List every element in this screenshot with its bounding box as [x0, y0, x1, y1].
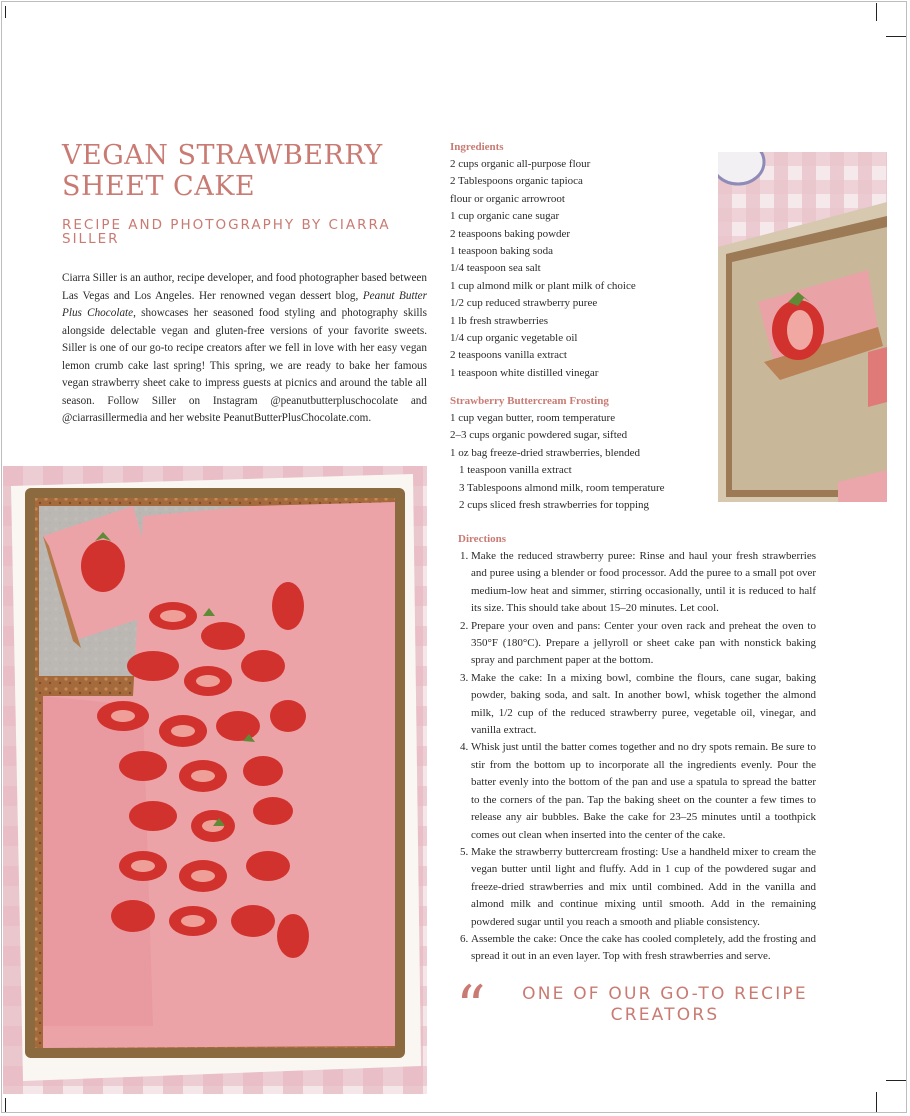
ingredients-heading: Ingredients — [450, 141, 504, 153]
direction-step: 6. Assemble the cake: Once the cake has cooled completely, add the frosting and spread it out in an even layer. Top with fresh strawberries and serve. — [471, 931, 816, 966]
sheet-cake-illustration — [3, 466, 427, 1094]
list-item: 1 lb fresh strawberries — [450, 314, 549, 327]
cake-slice-photo — [718, 152, 887, 502]
crop-mark — [876, 3, 877, 21]
ingredients-list — [450, 156, 720, 382]
list-item: 1/4 teaspoon sea salt — [450, 262, 541, 275]
list-item: 2 teaspoons baking powder — [450, 227, 571, 240]
list-item: 1 oz bag freeze-dried strawberries, blended — [450, 446, 640, 459]
cake-slice-illustration — [718, 152, 887, 502]
list-item: 1 cup organic cane sugar — [450, 210, 560, 223]
list-item: 1 teaspoon baking soda — [450, 245, 553, 258]
article-title: VEGAN STRAWBERRY SHEET CAKE — [62, 140, 383, 202]
list-item: 1 teaspoon white distilled vinegar — [450, 366, 599, 379]
directions-section — [458, 533, 816, 966]
list-item: 1 cup almond milk or plant milk of choice — [450, 279, 636, 292]
frosting-section — [450, 395, 720, 514]
sheet-cake-photo — [3, 466, 427, 1094]
intro-paragraph — [62, 270, 427, 428]
directions-heading: Directions — [458, 533, 507, 545]
direction-step: 1. Make the reduced strawberry puree: Rinse and haul your fresh strawberries and puree using a blender or food processor. Add the puree to a small pot over medium-low heat and simmer, stirring occasionally, until it is reduced to half its size. This should take about 15–20 minutes. Let cool. — [471, 548, 816, 618]
ingredients-section — [450, 141, 720, 382]
list-item: 2 cups sliced fresh strawberries for topping — [459, 499, 650, 512]
list-item: 2 Tablespoons organic tapioca — [450, 175, 583, 188]
directions-list — [458, 548, 816, 966]
pull-quote: ONE OF OUR GO-TO RECIPE CREATORS — [522, 984, 808, 1025]
blog-name: Peanut Butter Plus Chocolate — [62, 289, 428, 319]
list-item: 2 teaspoons vanilla extract — [450, 349, 567, 362]
intro-text: Ciarra Siller is an author, recipe developer, and food photographer based between Las Vegas and Los Angeles. Her renowned vegan dessert blog, — [62, 272, 427, 302]
crop-mark — [886, 1080, 906, 1081]
direction-step: 4. Whisk just until the batter comes together and no dry spots remain. Be sure to stir from the bottom up to incorporate all the ingredients evenly. Pour the batter evenly into the bottom of the pan and use a spatula to spread the batter to the corners of the pan. Tap the baking sheet on the counter a few times to release any air bubbles. Bake the cake for 23–25 minutes until a toothpick comes out clean when inserted into the center of the cake. — [471, 739, 816, 843]
list-item: 1 teaspoon vanilla extract — [459, 464, 572, 477]
list-item: 1/2 cup reduced strawberry puree — [450, 297, 598, 310]
crop-mark — [5, 6, 6, 18]
frosting-list — [450, 410, 720, 514]
list-item: 1/4 cup organic vegetable oil — [450, 332, 578, 345]
intro-text-cont: , showcases her seasoned food styling and photography skills alongside delectable vegan and gluten-free versions of your favorite sweets. Siller is one of our go-to recipe creators after we fell in love with her easy vegan lemon crumb cake last spring! This spring, we are ready to bake her famous vegan strawberry sheet cake to impress guests at picnics and around the table all season. Follow Siller on Instagram @peanutbutterpluschocolate and @ciarrasillermedia and her website PeanutButterPlusChocolate.com. — [62, 307, 428, 424]
list-item: 2 cups organic all-purpose flour — [450, 158, 591, 170]
crop-mark — [886, 36, 906, 37]
crop-mark — [5, 1098, 6, 1112]
crop-mark — [876, 1092, 877, 1112]
list-item: 2–3 cups organic powdered sugar, sifted — [450, 429, 628, 442]
quote-mark-icon: “ — [456, 973, 486, 1041]
direction-step: 5. Make the strawberry buttercream frosting: Use a handheld mixer to cream the vegan butter until light and fluffy. Add in 1 cup of the powdered sugar and freeze-dried strawberries and mix until combined. Add in the vanilla and almond milk and continue mixing until smooth. Add in the remaining powdered sugar until you reach a smooth and pliable consistency. — [471, 844, 816, 931]
list-item: 3 Tablespoons almond milk, room temperature — [459, 481, 665, 494]
article-byline: RECIPE AND PHOTOGRAPHY BY CIARRA SILLER — [62, 217, 391, 247]
frosting-heading: Strawberry Buttercream Frosting — [450, 395, 609, 407]
list-item: flour or organic arrowroot — [450, 192, 565, 205]
direction-step: 2. Prepare your oven and pans: Center your oven rack and preheat the oven to 350°F (180°C). Prepare a jellyroll or sheet cake pan with nonstick baking spray and parchment paper at the bottom. — [471, 618, 816, 670]
list-item: 1 cup vegan butter, room temperature — [450, 412, 616, 424]
direction-step: 3. Make the cake: In a mixing bowl, combine the flours, cane sugar, baking powder, baking soda, and salt. In another bowl, whisk together the almond milk, 1/2 cup of the reduced strawberry puree, vegetable oil, vinegar, and vanilla extract. — [471, 670, 816, 740]
